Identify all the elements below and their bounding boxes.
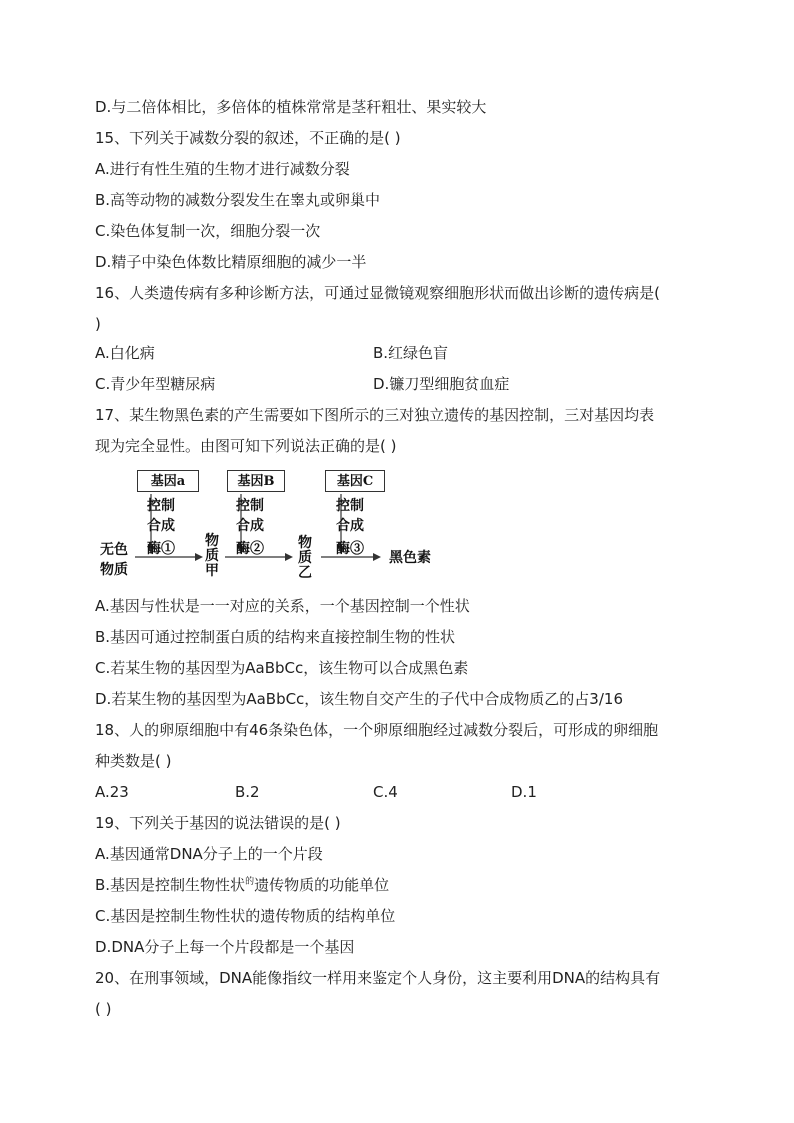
substance-jia: 物质甲 [205,533,219,579]
q16-option-b: B.红绿色盲 [373,344,449,362]
q17-option-b: B.基因可通过控制蛋白质的结构来直接控制生物的性状 [95,628,456,646]
question-15: 15、下列关于减数分裂的叙述，不正确的是( ) [95,129,401,147]
q19b-pre: B.基因是控制生物性状 [95,876,246,894]
control-label-b: 控制 [236,498,264,514]
q18-option-b: B.2 [235,783,260,801]
q16-option-a: A.白化病 [95,344,155,362]
q16-option-c: C.青少年型糖尿病 [95,375,216,393]
q15-option-c: C.染色体复制一次，细胞分裂一次 [95,222,321,240]
question-20: 20、在刑事领域，DNA能像指纹一样用来鉴定个人身份，这主要利用DNA的结构具有 [95,969,661,987]
q19-option-d: D.DNA分子上每一个片段都是一个基因 [95,938,355,956]
q19-option-a: A.基因通常DNA分子上的一个片段 [95,845,323,863]
melanin-pathway-diagram [95,468,455,586]
question-17: 17、某生物黑色素的产生需要如下图所示的三对独立遗传的基因控制，三对基因均表 [95,406,655,424]
q19b-post: 遗传物质的功能单位 [254,876,390,894]
q15-option-a: A.进行有性生殖的生物才进行减数分裂 [95,160,350,178]
option-d-polyploid: D.与二倍体相比，多倍体的植株常常是茎秆粗壮、果实较大 [95,98,487,116]
q18-option-a: A.23 [95,783,129,801]
q16-option-d: D.镰刀型细胞贫血症 [373,375,510,393]
gene-c-box: 基因C [325,470,385,492]
q18-option-c: C.4 [373,783,398,801]
q17-option-a: A.基因与性状是一一对应的关系，一个基因控制一个性状 [95,597,470,615]
control-label-c: 控制 [336,498,364,514]
question-17-cont: 现为完全显性。由图可知下列说法正确的是( ) [95,437,397,455]
enzyme-2: 酶② [236,541,264,557]
colorless-label-2: 物质 [100,562,128,578]
q15-option-b: B.高等动物的减数分裂发生在睾丸或卵巢中 [95,191,381,209]
question-18: 18、人的卵原细胞中有46条染色体，一个卵原细胞经过减数分裂后，可形成的卵细胞 [95,721,659,739]
enzyme-3: 酶③ [336,541,364,557]
q19-option-c: C.基因是控制生物性状的遗传物质的结构单位 [95,907,396,925]
synth-label-b: 合成 [236,518,264,534]
question-19: 19、下列关于基因的说法错误的是( ) [95,814,341,832]
question-18-cont: 种类数是( ) [95,752,172,770]
q19b-sup: 的 [245,877,255,887]
synth-label-c: 合成 [336,518,364,534]
enzyme-1: 酶① [147,541,175,557]
question-20-paren: ( ) [95,1000,112,1018]
control-label-a: 控制 [147,498,175,514]
gene-b-box: 基因B [227,470,285,492]
synth-label-a: 合成 [147,518,175,534]
substance-yi: 物质乙 [298,535,312,581]
question-16-paren: ) [95,315,101,333]
q17-option-d: D.若某生物的基因型为AaBbCc，该生物自交产生的子代中合成物质乙的占3/16 [95,690,623,708]
q18-option-d: D.1 [511,783,537,801]
q19-option-b [95,875,389,898]
q15-option-d: D.精子中染色体数比精原细胞的减少一半 [95,253,367,271]
question-16: 16、人类遗传病有多种诊断方法，可通过显微镜观察细胞形状而做出诊断的遗传病是( [95,284,660,302]
q17-option-c: C.若某生物的基因型为AaBbCc，该生物可以合成黑色素 [95,659,469,677]
melanin-label: 黑色素 [389,550,431,566]
colorless-label-1: 无色 [100,542,128,558]
gene-a-box: 基因a [137,470,199,492]
